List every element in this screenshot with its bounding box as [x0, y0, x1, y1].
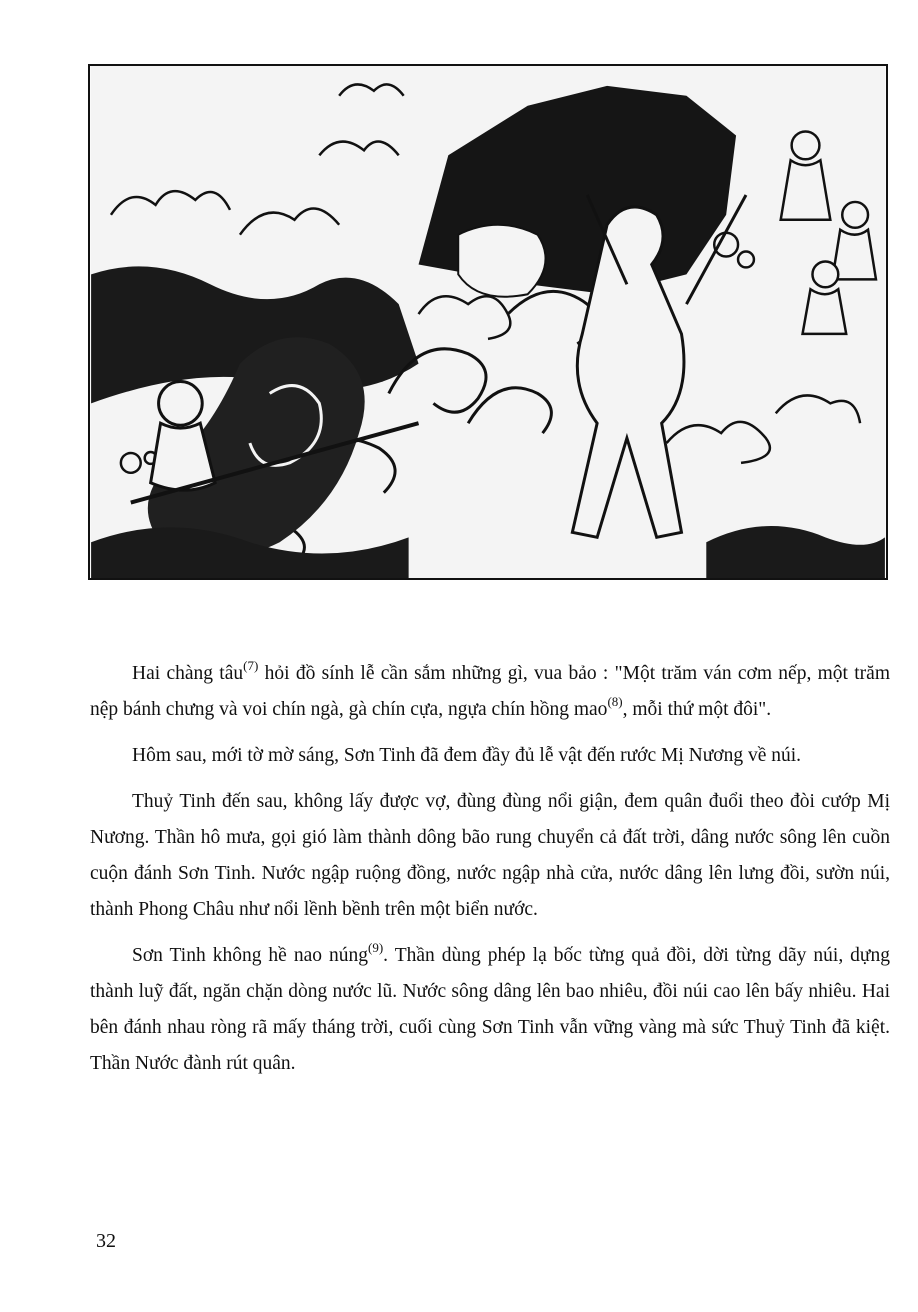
body-text [90, 656, 890, 1092]
text-run: Hai chàng tâu [132, 663, 244, 684]
text-run: , mỗi thứ một đôi". [622, 699, 772, 720]
legend-battle-illustration-icon [90, 66, 886, 578]
footnote-ref: (7) [243, 658, 259, 673]
paragraph [90, 656, 890, 728]
text-run: hỏi đồ sính lễ cần sắm những gì, vua bảo : "Một trăm ván cơm nếp, một trăm nệp bánh chưng và voi chín ngà, gà chín cựa, ngựa chín hồng mao [90, 663, 890, 720]
footnote-ref: (8) [607, 694, 623, 709]
paragraph [90, 938, 890, 1082]
footnote-ref: (9) [368, 940, 384, 955]
text-run: . Thần dùng phép lạ bốc từng quả đồi, dời từng dãy núi, dựng thành luỹ đất, ngăn chặn dòng nước lũ. Nước sông dâng lên bao nhiêu, đồi núi cao lên bấy nhiêu. Hai bên đánh nhau ròng rã mấy tháng trời, cuối cùng Sơn Tinh vẫn vững vàng mà sức Thuỷ Tinh đã kiệt. Thần Nước đành rút quân. [90, 945, 891, 1074]
paragraph [90, 738, 890, 774]
text-run: Hôm sau, mới tờ mờ sáng, Sơn Tinh đã đem đầy đủ lễ vật đến rước Mị Nương về núi. [132, 745, 802, 766]
text-run: Sơn Tinh không hề nao núng [132, 945, 368, 966]
page-number: 32 [96, 1230, 116, 1252]
text-run: Thuỷ Tinh đến sau, không lấy được vợ, đùng đùng nổi giận, đem quân đuổi theo đòi cướp Mị Nương. Thần hô mưa, gọi gió làm thành dông bão rung chuyển cả đất trời, dâng nước sông lên cuồn cuộn đánh Sơn Tinh. Nước ngập ruộng đồng, nước ngập nhà cửa, nước dâng lên lưng đồi, sườn núi, thành Phong Châu như nổi lềnh bềnh trên một biển nước. [90, 791, 890, 920]
paragraph [90, 784, 890, 928]
illustration [88, 64, 888, 580]
